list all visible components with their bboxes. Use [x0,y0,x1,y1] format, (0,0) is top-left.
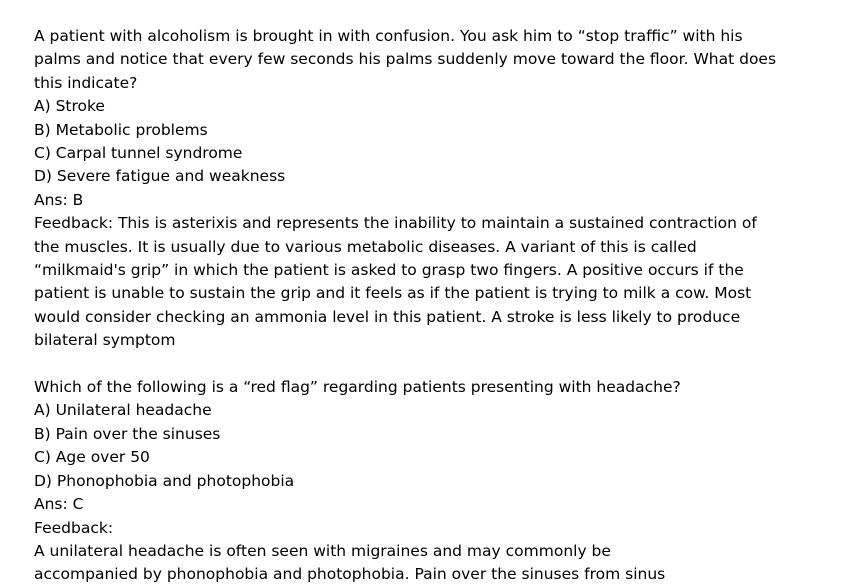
question-1-feedback-line: the muscles. It is usually due to various metabolic diseases. A variant of this is called [34,237,697,256]
question-1-feedback-line: bilateral symptom [34,331,176,350]
question-1 [34,25,794,353]
document-page [34,25,794,587]
question-2 [34,376,794,587]
question-1-feedback-line: would consider checking an ammonia level in this patient. A stroke is less likely to produce [34,307,741,326]
question-2-feedback [34,540,794,587]
question-2-feedback-line: A unilateral headache is often seen with migraines and may commonly be [34,541,611,560]
question-1-feedback-line: Feedback: This is asterixis and represents the inability to maintain a sustained contraction of [34,214,757,233]
question-1-feedback-line: patient is unable to sustain the grip and it feels as if the patient is trying to milk a cow. Most [34,284,752,303]
question-2-feedback-label: Feedback: [34,518,114,537]
question-2-feedback-line: accompanied by phonophobia and photophobia. Pain over the sinuses from sinus [34,565,666,584]
question-1-option-d: D) Severe fatigue and weakness [34,167,286,186]
question-1-stem [34,25,794,95]
question-1-answer: Ans: B [34,190,84,209]
question-2-option-a: A) Unilateral headache [34,401,212,420]
question-1-stem-line: A patient with alcoholism is brought in with confusion. You ask him to “stop traffic” with his [34,27,743,45]
question-2-option-b: B) Pain over the sinuses [34,424,221,443]
question-1-option-b: B) Metabolic problems [34,120,208,139]
question-1-stem-line: this indicate? [34,73,138,92]
question-1-option-c: C) Carpal tunnel syndrome [34,144,243,163]
question-1-options [34,95,794,189]
question-2-stem: Which of the following is a “red flag” regarding patients presenting with headache? [34,378,681,397]
question-1-feedback [34,212,794,352]
question-1-feedback-line: “milkmaid's grip” in which the patient is asked to grasp two fingers. A positive occurs if the [34,261,744,280]
question-2-answer: Ans: C [34,495,84,514]
question-1-stem-line: palms and notice that every few seconds his palms suddenly move toward the floor. What does [34,50,777,69]
question-1-option-a: A) Stroke [34,97,105,116]
question-2-option-d: D) Phonophobia and photophobia [34,471,295,490]
question-2-options [34,399,794,493]
question-2-option-c: C) Age over 50 [34,448,150,467]
paragraph-spacer [34,353,794,376]
